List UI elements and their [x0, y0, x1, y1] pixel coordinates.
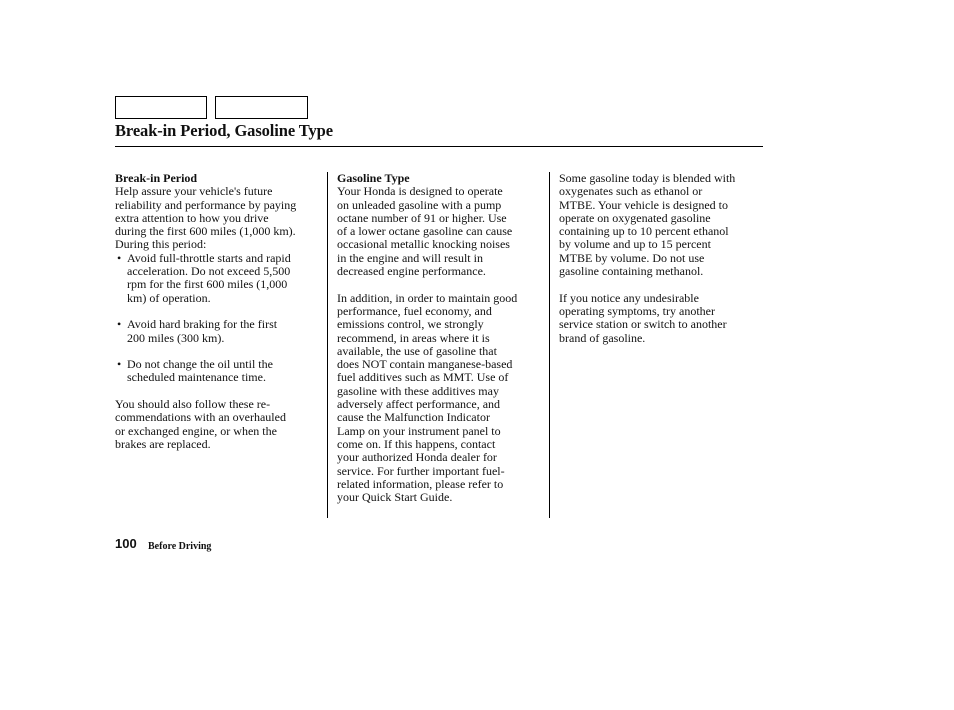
- text-line: [337, 398, 545, 411]
- text-line-content: Avoid hard braking for the first: [127, 317, 278, 332]
- text-line-content: extra attention to how you drive: [115, 210, 269, 225]
- text-line: [337, 185, 545, 198]
- text-line: [115, 185, 325, 198]
- text-line: [115, 292, 325, 305]
- text-line-content: available, the use of gasoline that: [337, 343, 497, 358]
- text-line: [115, 332, 325, 345]
- text-line: [559, 292, 764, 305]
- text-line: [115, 425, 325, 438]
- text-line: [337, 478, 545, 491]
- bullet-icon: •: [117, 317, 122, 332]
- text-line-content: by volume and up to 15 percent: [559, 237, 711, 252]
- text-line-content: your authorized Honda dealer for: [337, 450, 497, 465]
- symptoms-paragraph: [559, 292, 764, 345]
- text-line: [115, 438, 325, 451]
- bullet-oil-change: [115, 358, 325, 385]
- title-divider: [115, 146, 763, 147]
- text-line: [337, 385, 545, 398]
- text-line-content: Help assure your vehicle's future: [115, 184, 273, 199]
- page-number: 100: [115, 536, 137, 551]
- text-line-content: gasoline with these additives may: [337, 383, 499, 398]
- bullet-hard-braking: [115, 318, 325, 345]
- text-line: [337, 252, 545, 265]
- octane-paragraph: [337, 185, 545, 278]
- text-line-content: Lamp on your instrument panel to: [337, 423, 501, 438]
- column-divider: [549, 172, 550, 518]
- previous-page-button[interactable]: [115, 96, 207, 119]
- text-line: [337, 212, 545, 225]
- break-in-outro: [115, 398, 325, 451]
- text-line-content: oxygenates such as ethanol or: [559, 184, 703, 199]
- text-line-content: brand of gasoline.: [559, 330, 646, 345]
- text-line: [337, 332, 545, 345]
- text-line-content: You should also follow these re-: [115, 397, 271, 412]
- text-line-content: adversely affect performance, and: [337, 397, 501, 412]
- text-line: [115, 358, 325, 371]
- text-line: [559, 185, 764, 198]
- text-line-content: octane number of 91 or higher. Use: [337, 210, 507, 225]
- oxygenates-column: [559, 172, 764, 345]
- text-line: [337, 199, 545, 212]
- text-line: [337, 451, 545, 464]
- section-name: Before Driving: [148, 541, 212, 552]
- text-line-content: service. For further important fuel-: [337, 463, 505, 478]
- text-line-content: brakes are replaced.: [115, 436, 211, 451]
- text-line-content: emissions control, we strongly: [337, 317, 484, 332]
- text-line: [115, 411, 325, 424]
- text-line-content: If you notice any undesirable: [559, 290, 699, 305]
- text-line-content: During this period:: [115, 237, 207, 252]
- text-line: [337, 411, 545, 424]
- text-line-content: occasional metallic knocking noises: [337, 237, 510, 252]
- text-line: [337, 265, 545, 278]
- text-line: [559, 332, 764, 345]
- text-line-content: operate on oxygenated gasoline: [559, 210, 711, 225]
- text-line: [115, 318, 325, 331]
- text-line-content: your Quick Start Guide.: [337, 490, 453, 505]
- text-line: [337, 465, 545, 478]
- text-line: [337, 225, 545, 238]
- bullet-icon: •: [117, 250, 122, 265]
- text-line: [115, 238, 325, 251]
- text-line: [337, 491, 545, 504]
- gasoline-type-column: [337, 172, 545, 504]
- bullet-icon: •: [117, 357, 122, 372]
- text-line: [337, 438, 545, 451]
- text-line: [337, 425, 545, 438]
- text-line: [559, 318, 764, 331]
- text-line-content: Avoid full-throttle starts and rapid: [127, 250, 291, 265]
- text-line: [115, 199, 325, 212]
- text-line-content: of a lower octane gasoline can cause: [337, 224, 513, 239]
- text-line: [115, 225, 325, 238]
- next-page-button[interactable]: [215, 96, 308, 119]
- text-line: [115, 398, 325, 411]
- text-line-content: rpm for the first 600 miles (1,000: [127, 277, 288, 292]
- text-line: [337, 305, 545, 318]
- text-line-content: or exchanged engine, or when the: [115, 423, 277, 438]
- text-line-content: containing up to 10 percent ethanol: [559, 224, 729, 239]
- bullet-full-throttle: [115, 252, 325, 305]
- text-line-content: Some gasoline today is blended with: [559, 171, 736, 185]
- break-in-intro: [115, 185, 325, 251]
- text-line-content: gasoline containing methanol.: [559, 264, 704, 279]
- column-divider: [327, 172, 328, 518]
- text-line: [559, 265, 764, 278]
- text-line-content: acceleration. Do not exceed 5,500: [127, 264, 291, 279]
- text-line: [559, 305, 764, 318]
- text-line-content: operating symptoms, try another: [559, 303, 715, 318]
- text-line-content: cause the Malfunction Indicator: [337, 410, 490, 425]
- text-line-content: MTBE. Your vehicle is designed to: [559, 197, 728, 212]
- text-line-content: scheduled maintenance time.: [127, 370, 266, 385]
- page-title: Break-in Period, Gasoline Type: [115, 121, 333, 140]
- text-line-content: 200 miles (300 km).: [127, 330, 225, 345]
- text-line-content: recommend, in areas where it is: [337, 330, 490, 345]
- text-line-content: fuel additives such as MMT. Use of: [337, 370, 509, 385]
- text-line-content: does NOT contain manganese-based: [337, 357, 513, 372]
- text-line: [559, 252, 764, 265]
- text-line-content: come on. If this happens, contact: [337, 436, 496, 451]
- text-line: [559, 212, 764, 225]
- text-line-content: Your Honda is designed to operate: [337, 184, 503, 199]
- text-line-content: commendations with an overhauled: [115, 410, 286, 425]
- text-line: [559, 199, 764, 212]
- text-line: [559, 225, 764, 238]
- text-line: [115, 212, 325, 225]
- text-line: [337, 318, 545, 331]
- text-line: [337, 345, 545, 358]
- text-line-content: Do not change the oil until the: [127, 357, 273, 372]
- text-line: [337, 371, 545, 384]
- text-line: [115, 252, 325, 265]
- oxygenates-paragraph: [559, 172, 764, 278]
- text-line: [115, 278, 325, 291]
- text-line-content: decreased engine performance.: [337, 264, 486, 279]
- text-line-content: related information, please refer to: [337, 476, 504, 491]
- text-line-content: service station or switch to another: [559, 317, 727, 332]
- text-line: [337, 358, 545, 371]
- break-in-heading: Break-in Period: [115, 171, 198, 185]
- gasoline-type-heading: Gasoline Type: [337, 171, 410, 185]
- break-in-column: [115, 172, 325, 451]
- text-line-content: in the engine and will result in: [337, 250, 483, 265]
- text-line-content: during the first 600 miles (1,000 km).: [115, 224, 296, 239]
- text-line: [337, 292, 545, 305]
- text-line: [115, 371, 325, 384]
- text-line-content: on unleaded gasoline with a pump: [337, 197, 502, 212]
- text-line: [559, 172, 764, 185]
- additives-paragraph: [337, 292, 545, 505]
- text-line: [559, 238, 764, 251]
- text-line-content: reliability and performance by paying: [115, 197, 297, 212]
- text-line-content: MTBE by volume. Do not use: [559, 250, 705, 265]
- text-line-content: km) of operation.: [127, 290, 211, 305]
- text-line-content: In addition, in order to maintain good: [337, 290, 518, 305]
- text-line: [337, 238, 545, 251]
- text-line-content: performance, fuel economy, and: [337, 303, 492, 318]
- text-line: [115, 265, 325, 278]
